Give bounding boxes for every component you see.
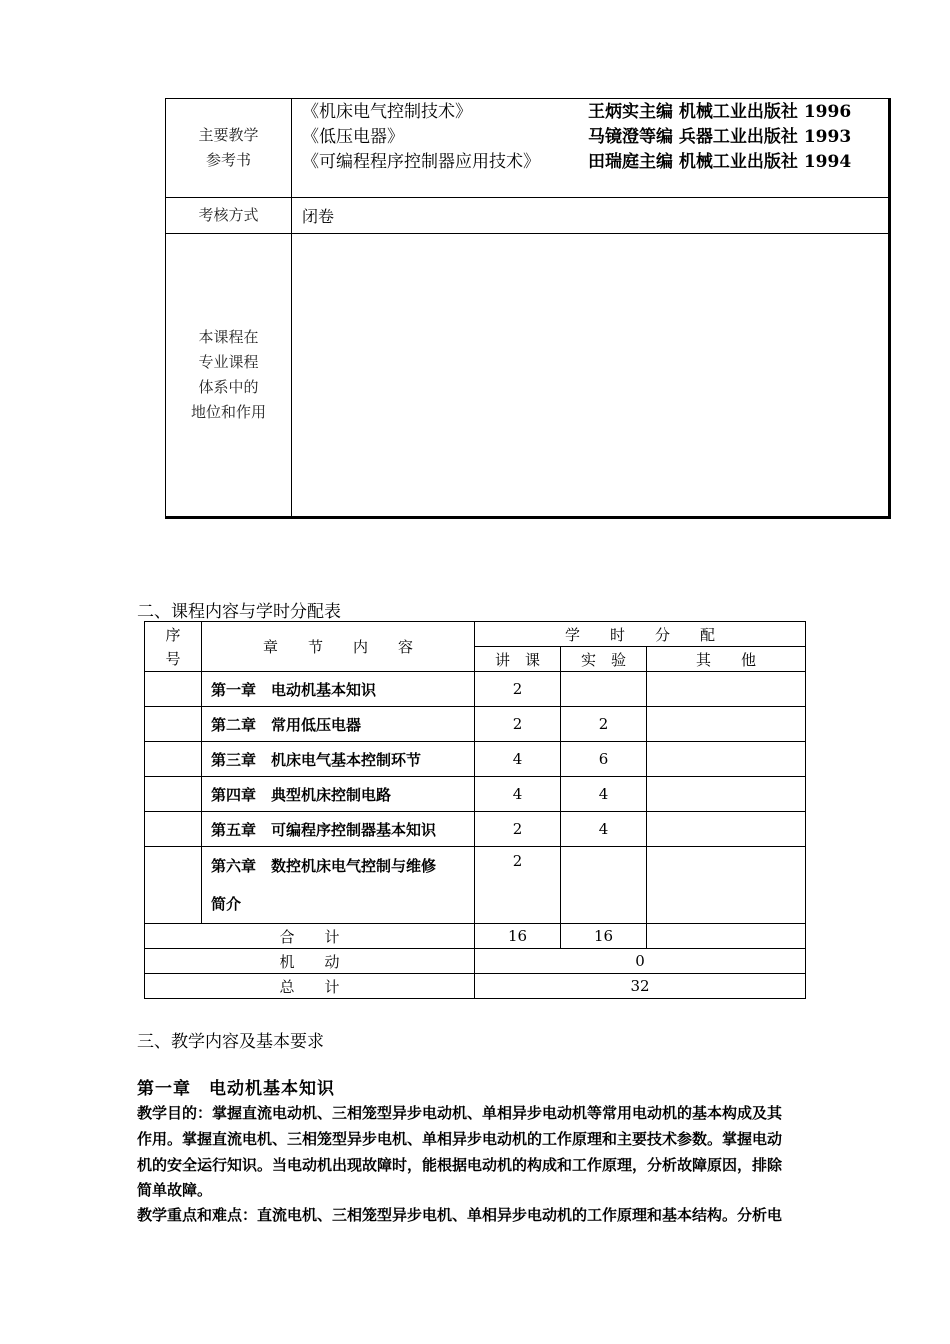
- reference-item: [302, 100, 888, 125]
- reference-title: 《低压电器》: [302, 127, 404, 147]
- subtotal-label: 合 计: [145, 924, 475, 949]
- seq-cell: [145, 777, 202, 812]
- lecture-cell: 2: [475, 707, 561, 742]
- flexible-value: 0: [475, 949, 806, 974]
- total-label: 总 计: [145, 974, 475, 999]
- table-row: [145, 707, 806, 742]
- lecture-cell: 2: [475, 672, 561, 707]
- table-row: [145, 777, 806, 812]
- reference-author: 王炳实主编 机械工业出版社 1996: [588, 102, 852, 122]
- table-row: [145, 812, 806, 847]
- chapter-line: 简介: [211, 895, 242, 913]
- chapter-cell: 第四章 典型机床控制电路: [202, 777, 475, 812]
- role-value: [292, 234, 890, 518]
- other-cell: [647, 707, 806, 742]
- subtotal-other: [647, 924, 806, 949]
- course-info-table: [165, 98, 891, 519]
- lab-cell: [561, 672, 647, 707]
- purpose-line: 教学目的：掌握直流电动机、三相笼型异步电动机、单相异步电动机等常用电动机的基本构成及其: [137, 1104, 783, 1122]
- lecture-cell: 4: [475, 777, 561, 812]
- table-row: [145, 742, 806, 777]
- references-label: [166, 99, 292, 198]
- other-cell: [647, 672, 806, 707]
- other-cell: [647, 742, 806, 777]
- header-seq-line1: 序: [165, 625, 181, 644]
- lab-cell: 6: [561, 742, 647, 777]
- lecture-cell: 2: [475, 847, 561, 924]
- assessment-value: 闭卷: [292, 198, 890, 234]
- reference-title: 《可编程程序控制器应用技术》: [302, 152, 540, 172]
- reference-author: 马镜澄等编 兵器工业出版社 1993: [588, 127, 852, 147]
- lab-cell: 4: [561, 812, 647, 847]
- seq-cell: [145, 847, 202, 924]
- flexible-row: [145, 949, 806, 974]
- total-row: [145, 974, 806, 999]
- flexible-label: 机 动: [145, 949, 475, 974]
- teaching-purpose: [137, 1100, 867, 1228]
- key-points-line: 教学重点和难点：直流电机、三相笼型异步电机、单相异步电动机的工作原理和基本结构。分析电: [137, 1206, 783, 1224]
- header-lecture: 讲 课: [475, 647, 561, 672]
- lecture-cell: 2: [475, 812, 561, 847]
- reference-title: 《机床电气控制技术》: [302, 102, 472, 122]
- reference-item: [302, 125, 888, 150]
- header-seq: [145, 622, 202, 672]
- section2-title: 二、课程内容与学时分配表: [137, 602, 341, 622]
- header-chapter: 章 节 内 容: [202, 622, 475, 672]
- subtotal-lecture: 16: [475, 924, 561, 949]
- header-lab: 实 验: [561, 647, 647, 672]
- references-label-line1: 主要教学: [198, 126, 259, 144]
- lab-cell: 2: [561, 707, 647, 742]
- table-row: [145, 847, 806, 924]
- purpose-line: 机的安全运行知识。当电动机出现故障时，能根据电动机的构成和工作原理，分析故障原因，排除: [137, 1156, 783, 1174]
- chapter-cell: 第一章 电动机基本知识: [202, 672, 475, 707]
- assessment-label: 考核方式: [166, 198, 292, 234]
- subtotal-lab: 16: [561, 924, 647, 949]
- table-row: [145, 672, 806, 707]
- purpose-line: 简单故障。: [137, 1181, 213, 1199]
- role-label: [166, 234, 292, 518]
- purpose-line: 作用。掌握直流电机、三相笼型异步电机、单相异步电动机的工作原理和主要技术参数。掌握电动: [137, 1130, 783, 1148]
- chapter1-heading: 第一章 电动机基本知识: [137, 1079, 335, 1099]
- chapter-cell: 第五章 可编程序控制器基本知识: [202, 812, 475, 847]
- reference-item: [302, 150, 888, 175]
- lab-cell: 4: [561, 777, 647, 812]
- role-label-line: 地位和作用: [190, 403, 266, 421]
- header-other: 其 他: [647, 647, 806, 672]
- other-cell: [647, 777, 806, 812]
- reference-author: 田瑞庭主编 机械工业出版社 1994: [588, 152, 852, 172]
- subtotal-row: [145, 924, 806, 949]
- references-list: [292, 99, 890, 198]
- hours-table: [144, 621, 806, 999]
- chapter-cell: [202, 847, 475, 924]
- references-label-line2: 参考书: [205, 151, 251, 169]
- seq-cell: [145, 742, 202, 777]
- lab-cell: [561, 847, 647, 924]
- chapter-line: 第六章 数控机床电气控制与维修: [211, 857, 437, 875]
- seq-cell: [145, 672, 202, 707]
- role-label-line: 本课程在: [198, 328, 259, 346]
- header-seq-line2: 号: [165, 649, 181, 668]
- other-cell: [647, 847, 806, 924]
- lecture-cell: 4: [475, 742, 561, 777]
- section3-title: 三、教学内容及基本要求: [137, 1032, 324, 1052]
- seq-cell: [145, 812, 202, 847]
- total-value: 32: [475, 974, 806, 999]
- header-hours: 学 时 分 配: [475, 622, 806, 647]
- chapter-cell: 第二章 常用低压电器: [202, 707, 475, 742]
- role-label-line: 专业课程: [198, 353, 259, 371]
- chapter-cell: 第三章 机床电气基本控制环节: [202, 742, 475, 777]
- other-cell: [647, 812, 806, 847]
- role-label-line: 体系中的: [198, 378, 259, 396]
- seq-cell: [145, 707, 202, 742]
